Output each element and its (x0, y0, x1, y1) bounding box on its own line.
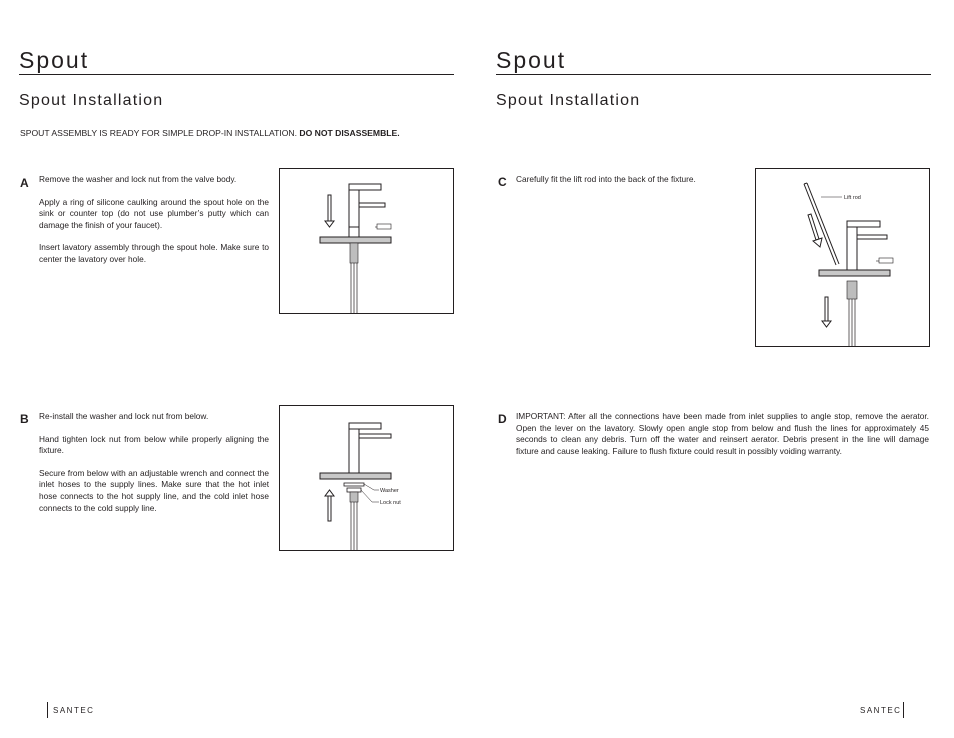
right-footer-bar (903, 702, 904, 718)
supply-hoses (849, 299, 855, 346)
step-a-paragraph-3: Insert lavatory assembly through the spout hole. Make sure to center the lavatory over hole. (39, 242, 269, 264)
step-c-paragraph-1: Carefully fit the lift rod into the back of the fixture. (516, 174, 696, 184)
lift-rod (804, 183, 839, 265)
step-b-paragraph-2: Hand tighten lock nut from below while properly aligning the fixture. (39, 433, 269, 456)
left-page-title: Spout (19, 47, 90, 73)
lock-nut (347, 488, 361, 492)
hose-tag (375, 224, 391, 229)
left-footer-bar (47, 702, 48, 718)
down-arrow-icon (822, 297, 831, 327)
counter-top (320, 473, 391, 479)
step-d-letter: D (498, 412, 507, 426)
intro-warning: DO NOT DISASSEMBLE. (299, 128, 400, 138)
step-a-paragraph-2: Apply a ring of silicone caulking around the spout hole on the sink or counter top (do not use plumber’s putty which can damage the finish of your faucet). (39, 196, 269, 230)
lift-rod-label: Lift rod (844, 195, 861, 201)
step-c-letter: C (498, 175, 507, 189)
valve-shank (350, 492, 358, 502)
faucet-drop-in-illustration (280, 169, 453, 313)
diagonal-arrow-icon (808, 214, 822, 247)
intro-note (20, 128, 400, 138)
step-b-text (39, 411, 269, 525)
up-arrow-icon (325, 490, 334, 521)
step-d-text (516, 411, 929, 468)
left-section-subtitle: Spout Installation (19, 92, 164, 109)
right-section-subtitle: Spout Installation (496, 92, 641, 109)
valve-shank (350, 243, 358, 263)
intro-text: SPOUT ASSEMBLY IS READY FOR SIMPLE DROP-IN INSTALLATION. (20, 128, 300, 138)
supply-hoses (351, 263, 357, 313)
faucet-body (349, 184, 385, 239)
supply-hoses (351, 502, 357, 550)
step-a-paragraph-1: Remove the washer and lock nut from the valve body. (39, 174, 237, 184)
hose-tag (876, 258, 893, 263)
washer (344, 483, 364, 486)
right-footer-brand: SANTEC (860, 706, 902, 715)
step-a-letter: A (20, 176, 29, 190)
step-d-paragraph-1: IMPORTANT: After all the connections have been made from inlet supplies to angle stop, remove the aerator. Open the lever on the lavatory. Slowly open angle stop from below and flush the lines for approximately 45 seconds to clean any debris. Turn off the water and reinsert aerator. Debris present in the line will damage fixture and cause leaking. Failure to flush fixture could result in possibly voiding warranty. (516, 411, 929, 456)
counter-top (320, 237, 391, 243)
step-b-paragraph-3: Secure from below with an adjustable wrench and connect the inlet hoses to the supply lines. Make sure that the hot inlet hose connects to the hot supply line, and the cold inlet hose connects to the cold supply line. (39, 467, 269, 513)
lock-nut-label: Lock nut (380, 500, 401, 506)
counter-top (819, 270, 890, 276)
step-a-text (39, 174, 269, 277)
lift-rod-illustration (756, 169, 929, 346)
step-b-letter: B (20, 412, 29, 426)
figure-c (755, 168, 930, 347)
figure-a (279, 168, 454, 314)
step-c-text (516, 174, 746, 197)
faucet-body (349, 423, 391, 473)
faucet-secure-illustration (280, 406, 453, 550)
figure-b (279, 405, 454, 551)
left-title-rule (19, 74, 454, 75)
valve-shank (847, 281, 857, 299)
right-title-rule (496, 74, 931, 75)
washer-label: Washer (380, 488, 399, 494)
step-b-paragraph-1: Re-install the washer and lock nut from below. (39, 411, 209, 421)
down-arrow-icon (325, 195, 334, 227)
right-page-title: Spout (496, 47, 567, 73)
left-footer-brand: SANTEC (53, 706, 95, 715)
